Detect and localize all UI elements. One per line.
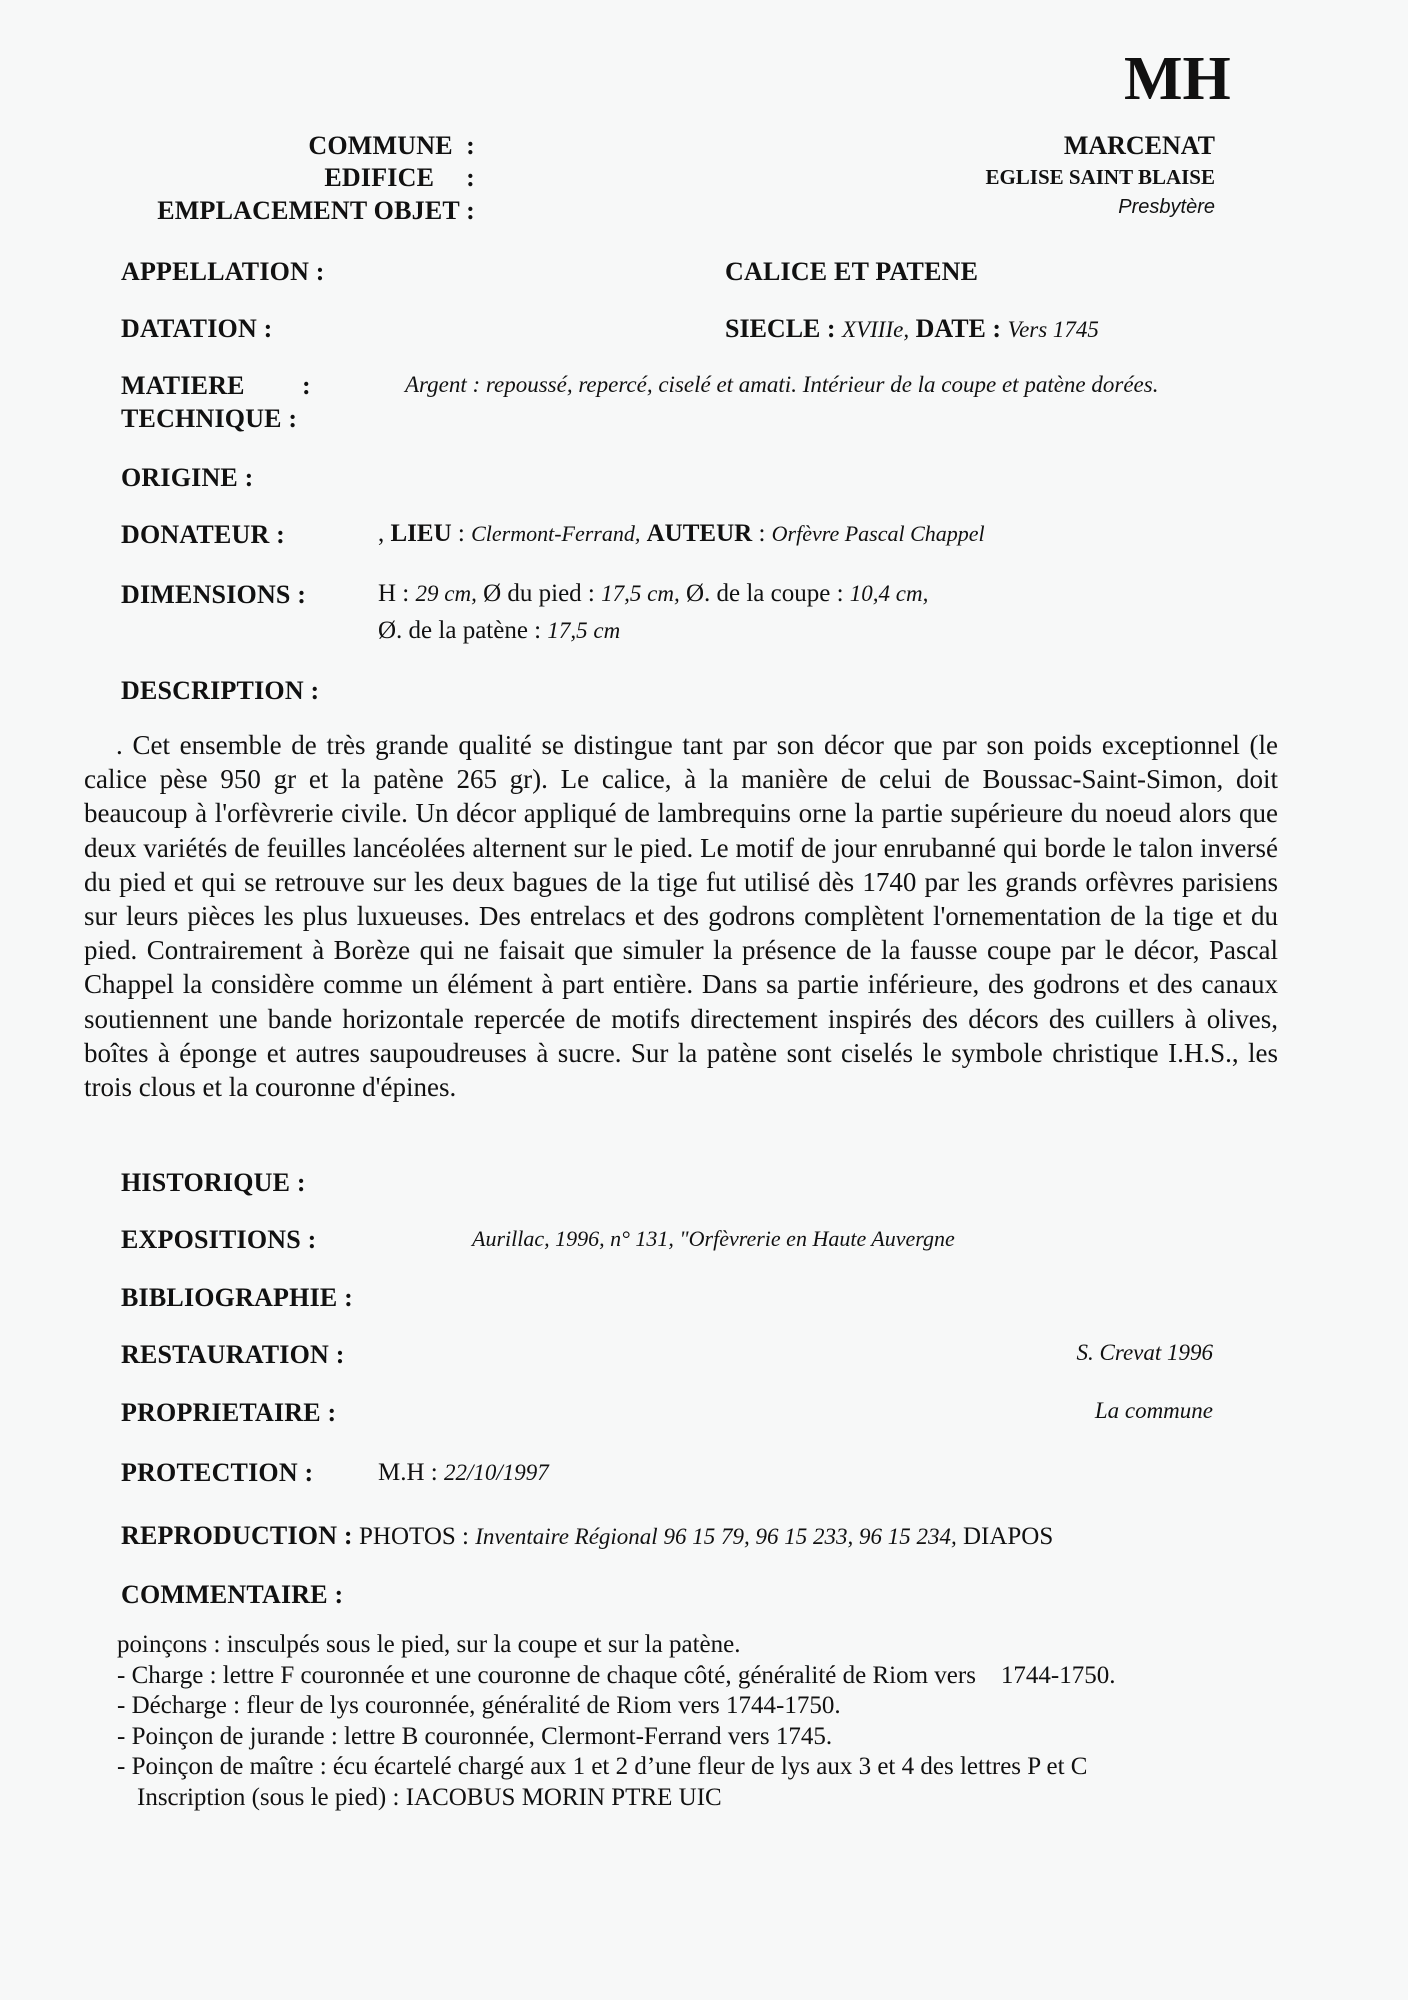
dimensions-line-2 (378, 617, 620, 645)
edifice-colon: : (466, 163, 475, 192)
restauration-label: RESTAURATION : (121, 1340, 345, 1369)
commune-label: COMMUNE (308, 131, 453, 160)
restauration-value: S. Crevat 1996 (1076, 1340, 1213, 1365)
proprietaire-value: La commune (1094, 1398, 1213, 1423)
auteur-value: Orfèvre Pascal Chappel (771, 521, 985, 546)
donateur-label: DONATEUR : (121, 520, 286, 549)
reproduction-row (121, 1521, 1053, 1551)
expositions-label: EXPOSITIONS : (121, 1225, 317, 1254)
commentaire-line: - Décharge : fleur de lys couronnée, généralité de Riom vers 1744-1750. (117, 1692, 841, 1719)
matiere-colon: : (302, 371, 311, 400)
commentaire-line: poinçons : insculpés sous le pied, sur la coupe et sur la patène. (117, 1631, 741, 1658)
commune-label-row (120, 131, 475, 161)
bibliographie-label: BIBLIOGRAPHIE : (121, 1283, 353, 1312)
emplacement-value: Presbytère (1118, 196, 1215, 218)
dimensions-label: DIMENSIONS : (121, 580, 307, 609)
commune-value: MARCENAT (1063, 131, 1215, 160)
matiere-label: MATIERE (121, 371, 245, 400)
origine-label: ORIGINE : (121, 463, 254, 492)
donateur-prefix: , (378, 520, 391, 547)
siecle-label: SIECLE : (725, 314, 836, 343)
protection-value: 22/10/1997 (443, 1460, 549, 1485)
appellation-value: CALICE ET PATENE (725, 257, 979, 286)
dim-patene-value: 17,5 cm (547, 618, 621, 643)
datation-value (725, 314, 1099, 344)
date-value: Vers 1745 (1007, 317, 1099, 342)
matiere-value: Argent : repoussé, repercé, ciselé et amati. Intérieur de la coupe et patène dorées. (405, 372, 1159, 397)
dim-h-value: 29 cm, (415, 581, 477, 606)
mh-mark: MH (1124, 45, 1231, 113)
dim-pied-value: 17,5 cm, (601, 581, 680, 606)
emplacement-label: EMPLACEMENT OBJET : (157, 196, 475, 225)
historique-label: HISTORIQUE : (121, 1168, 306, 1197)
protection-label: PROTECTION : (121, 1458, 314, 1487)
commentaire-line: Inscription (sous le pied) : IACOBUS MORIN PTRE UIC (137, 1783, 722, 1811)
auteur-label: AUTEUR (646, 520, 753, 547)
auteur-sep: : (752, 520, 772, 547)
lieu-label: LIEU (390, 520, 452, 547)
protection-prefix: M.H : (378, 1459, 444, 1486)
dim-pied-label: Ø du pied : (476, 580, 602, 607)
description-label: DESCRIPTION : (121, 676, 320, 705)
lieu-sep: : (451, 520, 472, 547)
appellation-label: APPELLATION : (121, 257, 325, 286)
description-text: . Cet ensemble de très grande qualité se distingue tant par son décor que par son poids exceptionnel (le calice pèse 950 gr et la patène 265 gr). Le calice, à la manière de celui de Boussac-Saint-Simon, doit beaucoup à l'orfèvrerie civile. Un décor appliqué de lambrequins orne la partie supérieure du noeud alors que deux variétés de feuilles lancéolées alternent sur le pied. Le motif de jour enrubanné qui borde le talon inversé du pied et qui se retrouve sur les deux bagues de la tige fut utilisé dès 1740 par les grands orfèvres parisiens sur leurs pièces les plus luxueuses. Des entrelacs et des godrons complètent l'ornementation de la tige et du pied. Contrairement à Borèze qui ne faisait que simuler la présence de la fausse coupe par le décor, Pascal Chappel la considère comme un élément à part entière. Dans sa partie inférieure, des godrons et des canaux soutiennent une bande horizontale repercée de motifs directement inspirés des décors des cuillers à olives, boîtes à éponge et autres saupoudreuses à sucre. Sur la patène sont ciselés le symbole christique I.H.S., les trois clous et la couronne d'épines. (84, 730, 1278, 1103)
edifice-label-row (120, 163, 475, 193)
edifice-value: EGLISE SAINT BLAISE (985, 165, 1215, 189)
donateur-value (378, 520, 985, 548)
commentaire-label: COMMENTAIRE : (121, 1580, 344, 1609)
dim-patene-label: Ø. de la patène : (378, 617, 548, 644)
date-label: DATE : (915, 314, 1002, 343)
technique-label: TECHNIQUE : (121, 404, 298, 433)
commentaire-text (117, 1630, 1297, 1813)
siecle-value: XVIIIe, (842, 317, 910, 342)
commentaire-line: - Poinçon de jurande : lettre B couronnée, Clermont-Ferrand vers 1745. (117, 1722, 833, 1750)
reproduction-suffix: DIAPOS (956, 1523, 1054, 1550)
datation-label: DATATION : (121, 314, 273, 343)
lieu-value: Clermont-Ferrand, (471, 521, 641, 546)
reproduction-label: REPRODUCTION : (121, 1521, 353, 1550)
dim-coupe-value: 10,4 cm, (849, 581, 929, 606)
dim-coupe-label: Ø. de la coupe : (679, 580, 850, 607)
expositions-value: Aurillac, 1996, n° 131, "Orfèvrerie en Haute Auvergne (472, 1226, 955, 1251)
edifice-label: EDIFICE (324, 163, 435, 192)
reproduction-photos: PHOTOS : (352, 1523, 476, 1550)
dim-h-label: H : (378, 580, 416, 607)
dimensions-line-1 (378, 580, 928, 608)
protection-value-row (378, 1459, 549, 1487)
commentaire-line: - Poinçon de maître : écu écartelé chargé aux 1 et 2 d’une fleur de lys aux 3 et 4 des lettres P et C (117, 1753, 1088, 1780)
proprietaire-label: PROPRIETAIRE : (121, 1398, 337, 1427)
commentaire-line: - Charge : lettre F couronnée et une couronne de chaque côté, généralité de Riom vers 1744-1750. (117, 1661, 1116, 1689)
commune-colon: : (466, 131, 475, 160)
reproduction-value: Inventaire Régional 96 15 79, 96 15 233, 96 15 234, (475, 1524, 957, 1549)
